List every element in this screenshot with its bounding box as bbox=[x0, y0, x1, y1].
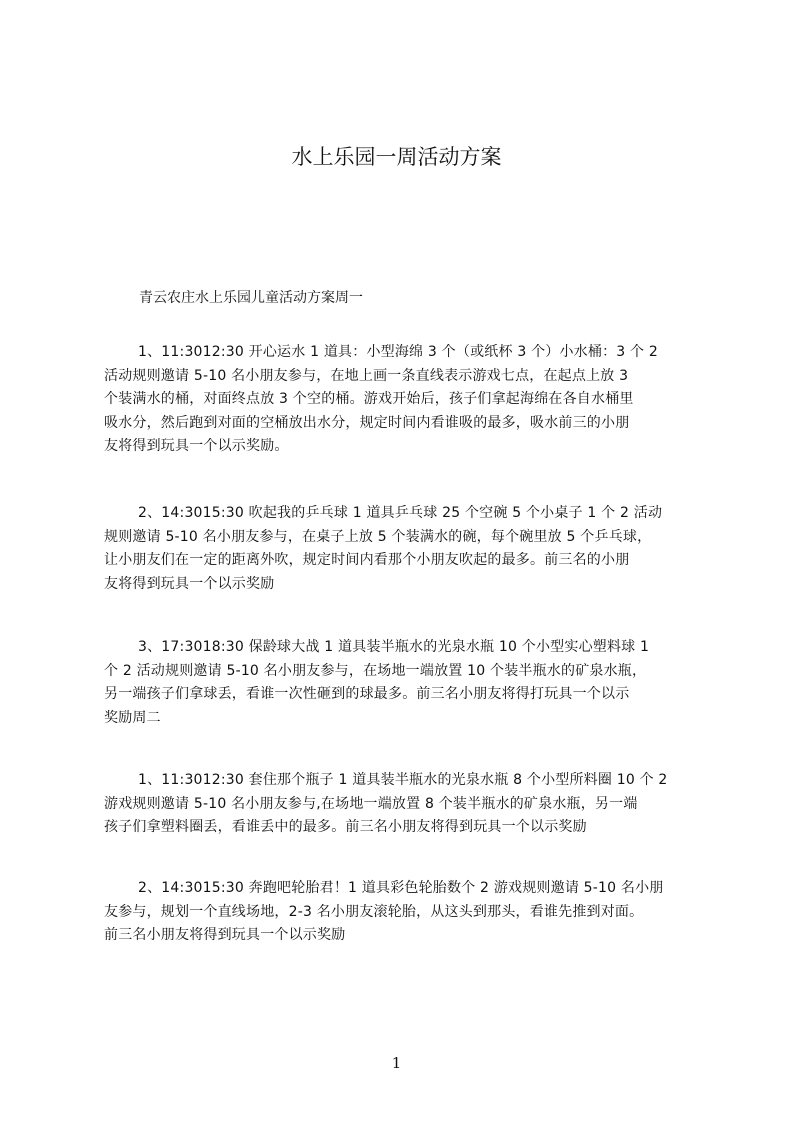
paragraph-line: 友参与，规划一个直线场地，2-3 名小朋友滚轮胎，从这头到那头，看谁先推到对面。 bbox=[104, 903, 644, 920]
document-subtitle: 青云农庄水上乐园儿童活动方案周一 bbox=[139, 290, 363, 306]
paragraph-line: 友将得到玩具一个以示奖励 bbox=[104, 575, 275, 592]
paragraph-tuesday-activity-1 bbox=[104, 769, 698, 840]
paragraph-monday-activity-3 bbox=[104, 636, 698, 730]
paragraph-line: 规则邀请 5-10 名小朋友参与，在桌子上放 5 个装满水的碗，每个碗里放 5 个乒乓球， bbox=[104, 528, 652, 545]
paragraph-line: 游戏规则邀请 5-10 名小朋友参与,在场地一端放置 8 个装半瓶水的矿泉水瓶，另一端 bbox=[104, 795, 638, 812]
paragraph-line: 孩子们拿塑料圈丢，看谁丢中的最多。前三名小朋友将得到玩具一个以示奖励 bbox=[104, 819, 587, 835]
paragraph-line: 2、14:3015:30 奔跑吧轮胎君！1 道具彩色轮胎数个 2 游戏规则邀请 5-10 名小朋 bbox=[138, 880, 664, 896]
paragraph-line: 另一端孩子们拿球丢，看谁一次性砸到的球最多。前三名小朋友将得打玩具一个以示 bbox=[104, 686, 630, 702]
paragraph-line: 1、11:3012:30 套住那个瓶子 1 道具装半瓶水的光泉水瓶 8 个小型所料圈 10 个 2 bbox=[138, 772, 668, 788]
paragraph-monday-activity-2 bbox=[104, 502, 698, 596]
paragraph-line: 活动规则邀请 5-10 名小朋友参与，在地上画一条直线表示游戏七点，在起点上放 3 bbox=[104, 367, 629, 384]
paragraph-line: 友将得到玩具一个以示奖励。 bbox=[104, 438, 289, 454]
paragraph-line: 个装满水的桶，对面终点放 3 个空的桶。游戏开始后，孩子们拿起海绵在各自水桶里 bbox=[104, 391, 634, 407]
paragraph-line: 前三名小朋友将得到玩具一个以示奖励 bbox=[104, 927, 346, 943]
paragraph-line: 奖励周二 bbox=[104, 709, 161, 726]
paragraph-line: 个 2 活动规则邀请 5-10 名小朋友参与，在场地一端放置 10 个装半瓶水的矿泉水瓶， bbox=[104, 662, 647, 679]
document-title: 水上乐园一周活动方案 bbox=[291, 145, 502, 169]
paragraph-monday-activity-1 bbox=[104, 341, 698, 459]
paragraph-line: 2、14:3015:30 吹起我的乒乓球 1 道具乒乓球 25 个空碗 5 个小桌子 1 个 2 活动 bbox=[138, 505, 663, 521]
paragraph-line: 3、17:3018:30 保龄球大战 1 道具装半瓶水的光泉水瓶 10 个小型实心塑料球 1 bbox=[138, 639, 650, 655]
page-number: 1 bbox=[391, 1054, 402, 1072]
paragraph-line: 让小朋友们在一定的距离外吹，规定时间内看那个小朋友吹起的最多。前三名的小朋 bbox=[104, 552, 630, 568]
paragraph-line: 1、11:3012:30 开心运水 1 道具：小型海绵 3 个（或纸杯 3 个）小水桶：3 个 2 bbox=[138, 344, 658, 360]
paragraph-tuesday-activity-2 bbox=[104, 877, 698, 948]
paragraph-line: 吸水分，然后跑到对面的空桶放出水分，规定时间内看谁吸的最多，吸水前三的小朋 bbox=[104, 414, 630, 431]
